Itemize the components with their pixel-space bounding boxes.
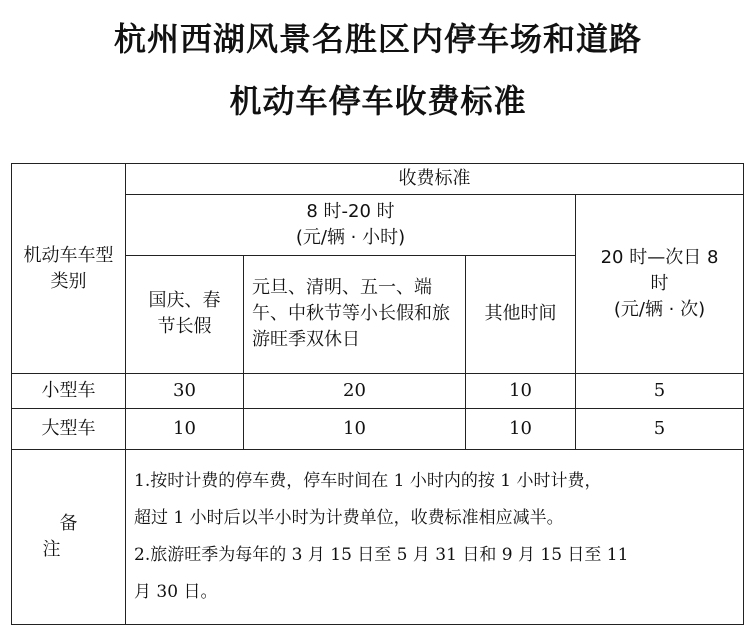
- document-title-line2: 机动车停车收费标准: [229, 82, 527, 120]
- daytime-unit: (元/辆 · 小时): [295, 226, 406, 248]
- cell-small-national: 30: [126, 374, 244, 409]
- note-line: 1.按时计费的停车费，停车时间在 1 小时内的按 1 小时计费，: [134, 470, 602, 491]
- note-line: 月 30 日。: [134, 581, 218, 602]
- cell-large-holidays: 10: [244, 408, 466, 449]
- cell-small-night: 5: [576, 374, 744, 409]
- row-type-small: 小型车: [12, 374, 126, 409]
- cell-large-national: 10: [126, 408, 244, 449]
- night-header: [576, 194, 744, 373]
- night-hours: 20 时—次日 8 时: [600, 246, 719, 294]
- col-short-holidays: 元旦、清明、五一、端午、中秋节等小长假和旅游旺季双休日: [244, 255, 466, 373]
- col-other-time: 其他时间: [466, 255, 576, 373]
- col-national-holiday: 国庆、春节长假: [126, 255, 244, 373]
- document-title-line1: 杭州西湖风景名胜区内停车场和道路: [113, 20, 642, 58]
- fee-standard-header: 收费标准: [126, 164, 744, 195]
- daytime-hours: 8 时-20 时: [306, 200, 395, 222]
- parking-fee-table: [11, 163, 744, 625]
- note-line: 2.旅游旺季为每年的 3 月 15 日至 5 月 31 日和 9 月 15 日至 11: [134, 544, 629, 565]
- row-type-large: 大型车: [12, 408, 126, 449]
- vehicle-type-header: 机动车车型类别: [12, 164, 126, 374]
- note-line: 超过 1 小时后以半小时为计费单位，收费标准相应减半。: [134, 507, 564, 528]
- notes-content: [126, 449, 744, 624]
- cell-small-other: 10: [466, 374, 576, 409]
- cell-large-other: 10: [466, 408, 576, 449]
- night-unit: (元/辆 · 次): [613, 298, 706, 320]
- notes-label: 备 注: [12, 449, 126, 624]
- cell-large-night: 5: [576, 408, 744, 449]
- daytime-header: [126, 194, 576, 255]
- cell-small-holidays: 20: [244, 374, 466, 409]
